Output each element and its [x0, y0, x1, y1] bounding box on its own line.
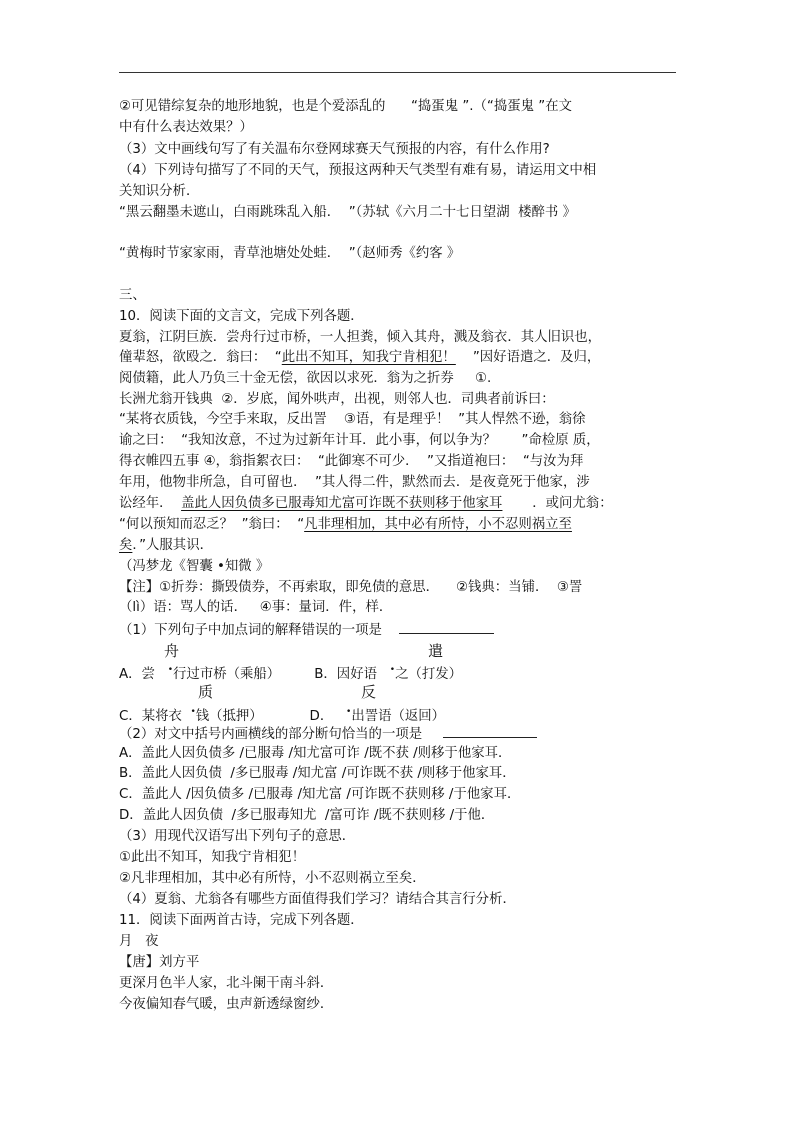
- sub-question-3-item: ①此出不知耳，知我宁肯相犯！: [119, 850, 306, 865]
- poem-quote-2: “黄梅时节家家雨，青草池塘处处蛙． ”（赵师秀《约客 》: [119, 246, 461, 261]
- sub-question-2: （2）对文中括号内画横线的部分断句恰当的一项是: [119, 723, 537, 745]
- option-c: C．某将衣 •钱（抵押）: [119, 707, 263, 724]
- dotted-word: 质: [198, 683, 214, 701]
- question-11-intro: 11．阅读下面两首古诗，完成下列各题．: [119, 913, 364, 928]
- answer-blank[interactable]: [399, 619, 494, 634]
- question-10-intro: 10．阅读下面的文言文，完成下列各题．: [119, 309, 364, 324]
- option-d: D． •出詈语（返回）: [309, 707, 446, 724]
- passage-line: 得衣帷四五事 ④，翁指絮衣曰： “此御寒不可少． ”又指道袍曰： “与汝为拜: [119, 454, 584, 469]
- poem-title: 月 夜: [119, 934, 159, 949]
- annotation-note: （lì）语：骂人的话． ④事：量词．件，样．: [119, 600, 393, 615]
- poem-author: 【唐】刘方平: [119, 955, 200, 970]
- passage-line: 夏翁，江阴巨族．尝舟行过市桥，一人担粪，倾入其舟，溅及翁衣．其人旧识也，: [119, 330, 602, 345]
- passage-line: 谕之曰： “我知汝意，不过为过新年计耳．此小事，何以争为？ ”命检原 质，: [119, 433, 600, 448]
- choice-line: D．盖此人因负债 /多已服毒知尤 /富可诈 /既不获则移 /于他．: [119, 808, 495, 823]
- sub-question-4: （4）夏翁、尤翁各有哪些方面值得我们学习？请结合其言行分析．: [119, 892, 516, 907]
- annotation-note: 【注】①折券：撕毁债券，不再索取，即免债的意思． ②钱典：当铺． ③詈: [119, 580, 583, 595]
- passage-line: 僮辈怒，欲殴之．翁曰： “此出不知耳，知我宁肯相犯！ ”因好语遣之．及归，: [119, 350, 601, 365]
- underlined-sentence: 盖此人因负债多已服毒知尤富可诈既不获则移于他家耳: [181, 496, 503, 511]
- source-citation: （冯梦龙《智囊 •知微 》: [119, 559, 270, 574]
- choice-line: C．盖此人 /因负债多 /已服毒 /知尤富 /可诈既不获则移 /于他家耳．: [119, 787, 521, 802]
- underlined-sentence: 矣: [119, 538, 133, 553]
- dotted-word: 遣: [428, 642, 444, 660]
- sub-question-3-item: ②凡非理相加，其中必有所恃，小不忍则祸立至矣．: [119, 871, 426, 886]
- section-heading: 三、: [119, 288, 146, 303]
- passage-line: “何以预知而忍乏？ ”翁曰： “凡非理相加，其中必有所恃，小不忍则祸立至: [119, 517, 572, 532]
- option-a: A．尝 •行过市桥（乘船）: [119, 665, 281, 682]
- answer-blank[interactable]: [443, 723, 537, 738]
- option-b: B．因好语 •之（打发）: [314, 665, 463, 682]
- poem-quote-1: “黑云翻墨未遮山，白雨跳珠乱入船． ”（苏轼《六月二十七日望湖 楼醉书 》: [119, 205, 576, 220]
- passage-line: 讼经年． 盖此人因负债多已服毒知尤富可诈既不获则移于他家耳 ．或问尤翁：: [119, 496, 613, 511]
- choice-line: B．盖此人因负债 /多已服毒 /知尤富 /可诈既不获 /则移于他家耳．: [119, 766, 516, 781]
- question-3: （3）文中画线句写了有关温布尔登网球赛天气预报的内容，有什么作用?: [119, 142, 550, 157]
- dotted-word: 舟: [164, 642, 180, 660]
- header-rule: [119, 72, 676, 73]
- question-4-cont: 关知识分析．: [119, 184, 200, 199]
- choice-row: [119, 660, 462, 685]
- poem-line: 今夜偏知春气暖，虫声新透绿窗纱．: [119, 997, 334, 1012]
- passage-line: 矣．”人服其识．: [119, 538, 213, 553]
- passage-line: 阅债籍，此人乃负三十金无偿，欲因以求死．翁为之折券 ①.: [119, 371, 492, 386]
- poem-line: 更深月色半人家，北斗阑干南斗斜．: [119, 976, 334, 991]
- question-4: （4）下列诗句描写了不同的天气，预报这两种天气类型有难有易，请运用文中相: [119, 163, 597, 178]
- passage-line: 长洲尤翁开钱典 ②．岁底，闻外哄声，出视，则邻人也．司典者前诉曰：: [119, 392, 555, 407]
- passage-line: 年用，他物非所急，自可留也． ”其人得二件，默然而去．是夜竟死于他家，涉: [119, 475, 590, 490]
- question-line: 中有什么表达效果？）: [119, 120, 253, 135]
- sub-question-3: （3）用现代汉语写出下列句子的意思．: [119, 829, 356, 844]
- underlined-sentence: 此出不知耳，知我宁肯相犯！: [281, 350, 456, 365]
- passage-line: “某将衣质钱，今空手来取，反出詈 ③语，有是理乎！ ”其人悍然不逊，翁徐: [119, 412, 586, 427]
- question-line: ②可见错综复杂的地形地貌，也是个爱添乱的 “捣蛋鬼 ”.（“捣蛋鬼 ”在文: [119, 99, 573, 114]
- dotted-word: 反: [361, 683, 377, 701]
- sub-question-1: （1）下列句子中加点词的解释错误的一项是: [119, 619, 494, 641]
- choice-line: A．盖此人因负债多 /已服毒 /知尤富可诈 /既不获 /则移于他家耳．: [119, 746, 512, 761]
- underlined-sentence: 凡非理相加，其中必有所恃，小不忍则祸立至: [304, 517, 572, 532]
